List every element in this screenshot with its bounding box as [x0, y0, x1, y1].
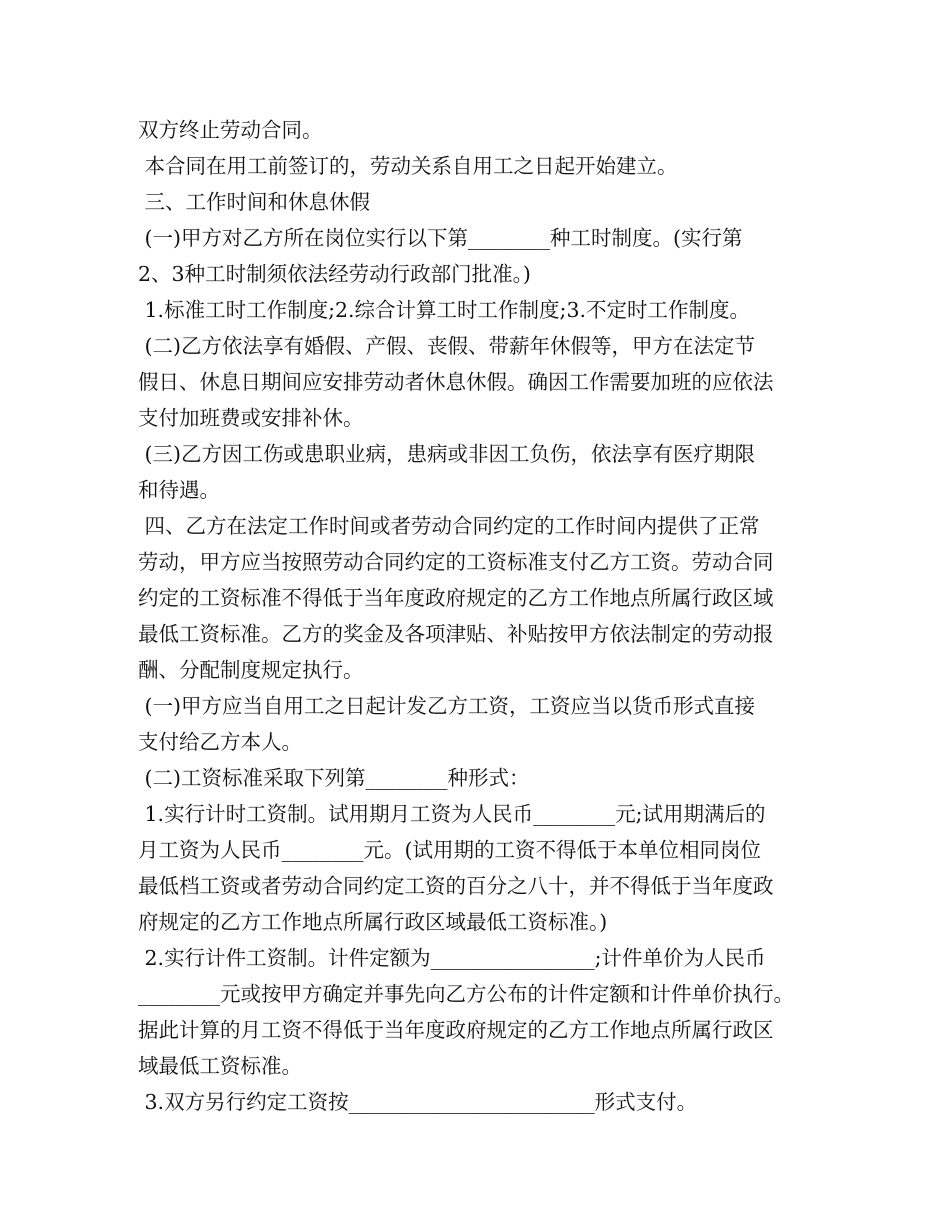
- text-line: 据此计算的月工资不得低于当年度政府规定的乙方工作地点所属行政区: [138, 1018, 774, 1042]
- text-line: 府规定的乙方工作地点所属行政区域最低工资标准。): [138, 910, 608, 934]
- text-line: 最低档工资或者劳动合同约定工资的百分之八十，并不得低于当年度政: [138, 874, 774, 898]
- text-line: 支付给乙方本人。: [138, 730, 302, 754]
- text-line: 本合同在用工前签订的，劳动关系自用工之日起开始建立。: [138, 154, 678, 178]
- section-heading: 四、乙方在法定工作时间或者劳动合同约定的工作时间内提供了正常: [138, 514, 760, 538]
- text-line: 劳动，甲方应当按照劳动合同约定的工资标准支付乙方工资。劳动合同: [138, 550, 774, 574]
- contract-text-body: [138, 112, 838, 1120]
- text-line: 双方终止劳动合同。: [138, 118, 323, 142]
- text-line: (一)甲方对乙方所在岗位实行以下第________种工时制度。(实行第: [138, 226, 743, 250]
- text-line: (三)乙方因工伤或患职业病，患病或非因工负伤，依法享有医疗期限: [138, 442, 756, 466]
- text-line: 约定的工资标准不得低于当年度政府规定的乙方工作地点所属行政区域: [138, 586, 774, 610]
- text-line: 2、3种工时制须依法经劳动行政部门批准。): [138, 262, 531, 286]
- text-line: 月工资为人民币________元。(试用期的工资不得低于本单位相同岗位: [138, 838, 761, 862]
- text-line: ________元或按甲方确定并事先向乙方公布的计件定额和计件单价执行。: [138, 982, 794, 1006]
- text-line: 1.实行计时工资制。试用期月工资为人民币________元;试用期满后的: [138, 802, 766, 826]
- text-line: 2.实行计件工资制。计件定额为________________;计件单价为人民币: [138, 946, 766, 970]
- text-line: 酬、分配制度规定执行。: [138, 658, 364, 682]
- text-line: 支付加班费或安排补休。: [138, 406, 364, 430]
- text-line: (一)甲方应当自用工之日起计发乙方工资，工资应当以货币形式直接: [138, 694, 756, 718]
- text-line: 1.标准工时工作制度;2.综合计算工时工作制度;3.不定时工作制度。: [138, 298, 751, 322]
- text-line: (二)乙方依法享有婚假、产假、丧假、带薪年休假等，甲方在法定节: [138, 334, 756, 358]
- text-line: 域最低工资标准。: [138, 1054, 302, 1078]
- text-line: (二)工资标准采取下列第________种形式：: [138, 766, 530, 790]
- text-line: 最低工资标准。乙方的奖金及各项津贴、补贴按甲方依法制定的劳动报: [138, 622, 774, 646]
- text-line: 3.双方另行约定工资按________________________形式支付。: [138, 1090, 698, 1114]
- text-line: 和待遇。: [138, 478, 220, 502]
- section-heading: 三、工作时间和休息休假: [138, 190, 371, 214]
- text-line: 假日、休息日期间应安排劳动者休息休假。确因工作需要加班的应依法: [138, 370, 774, 394]
